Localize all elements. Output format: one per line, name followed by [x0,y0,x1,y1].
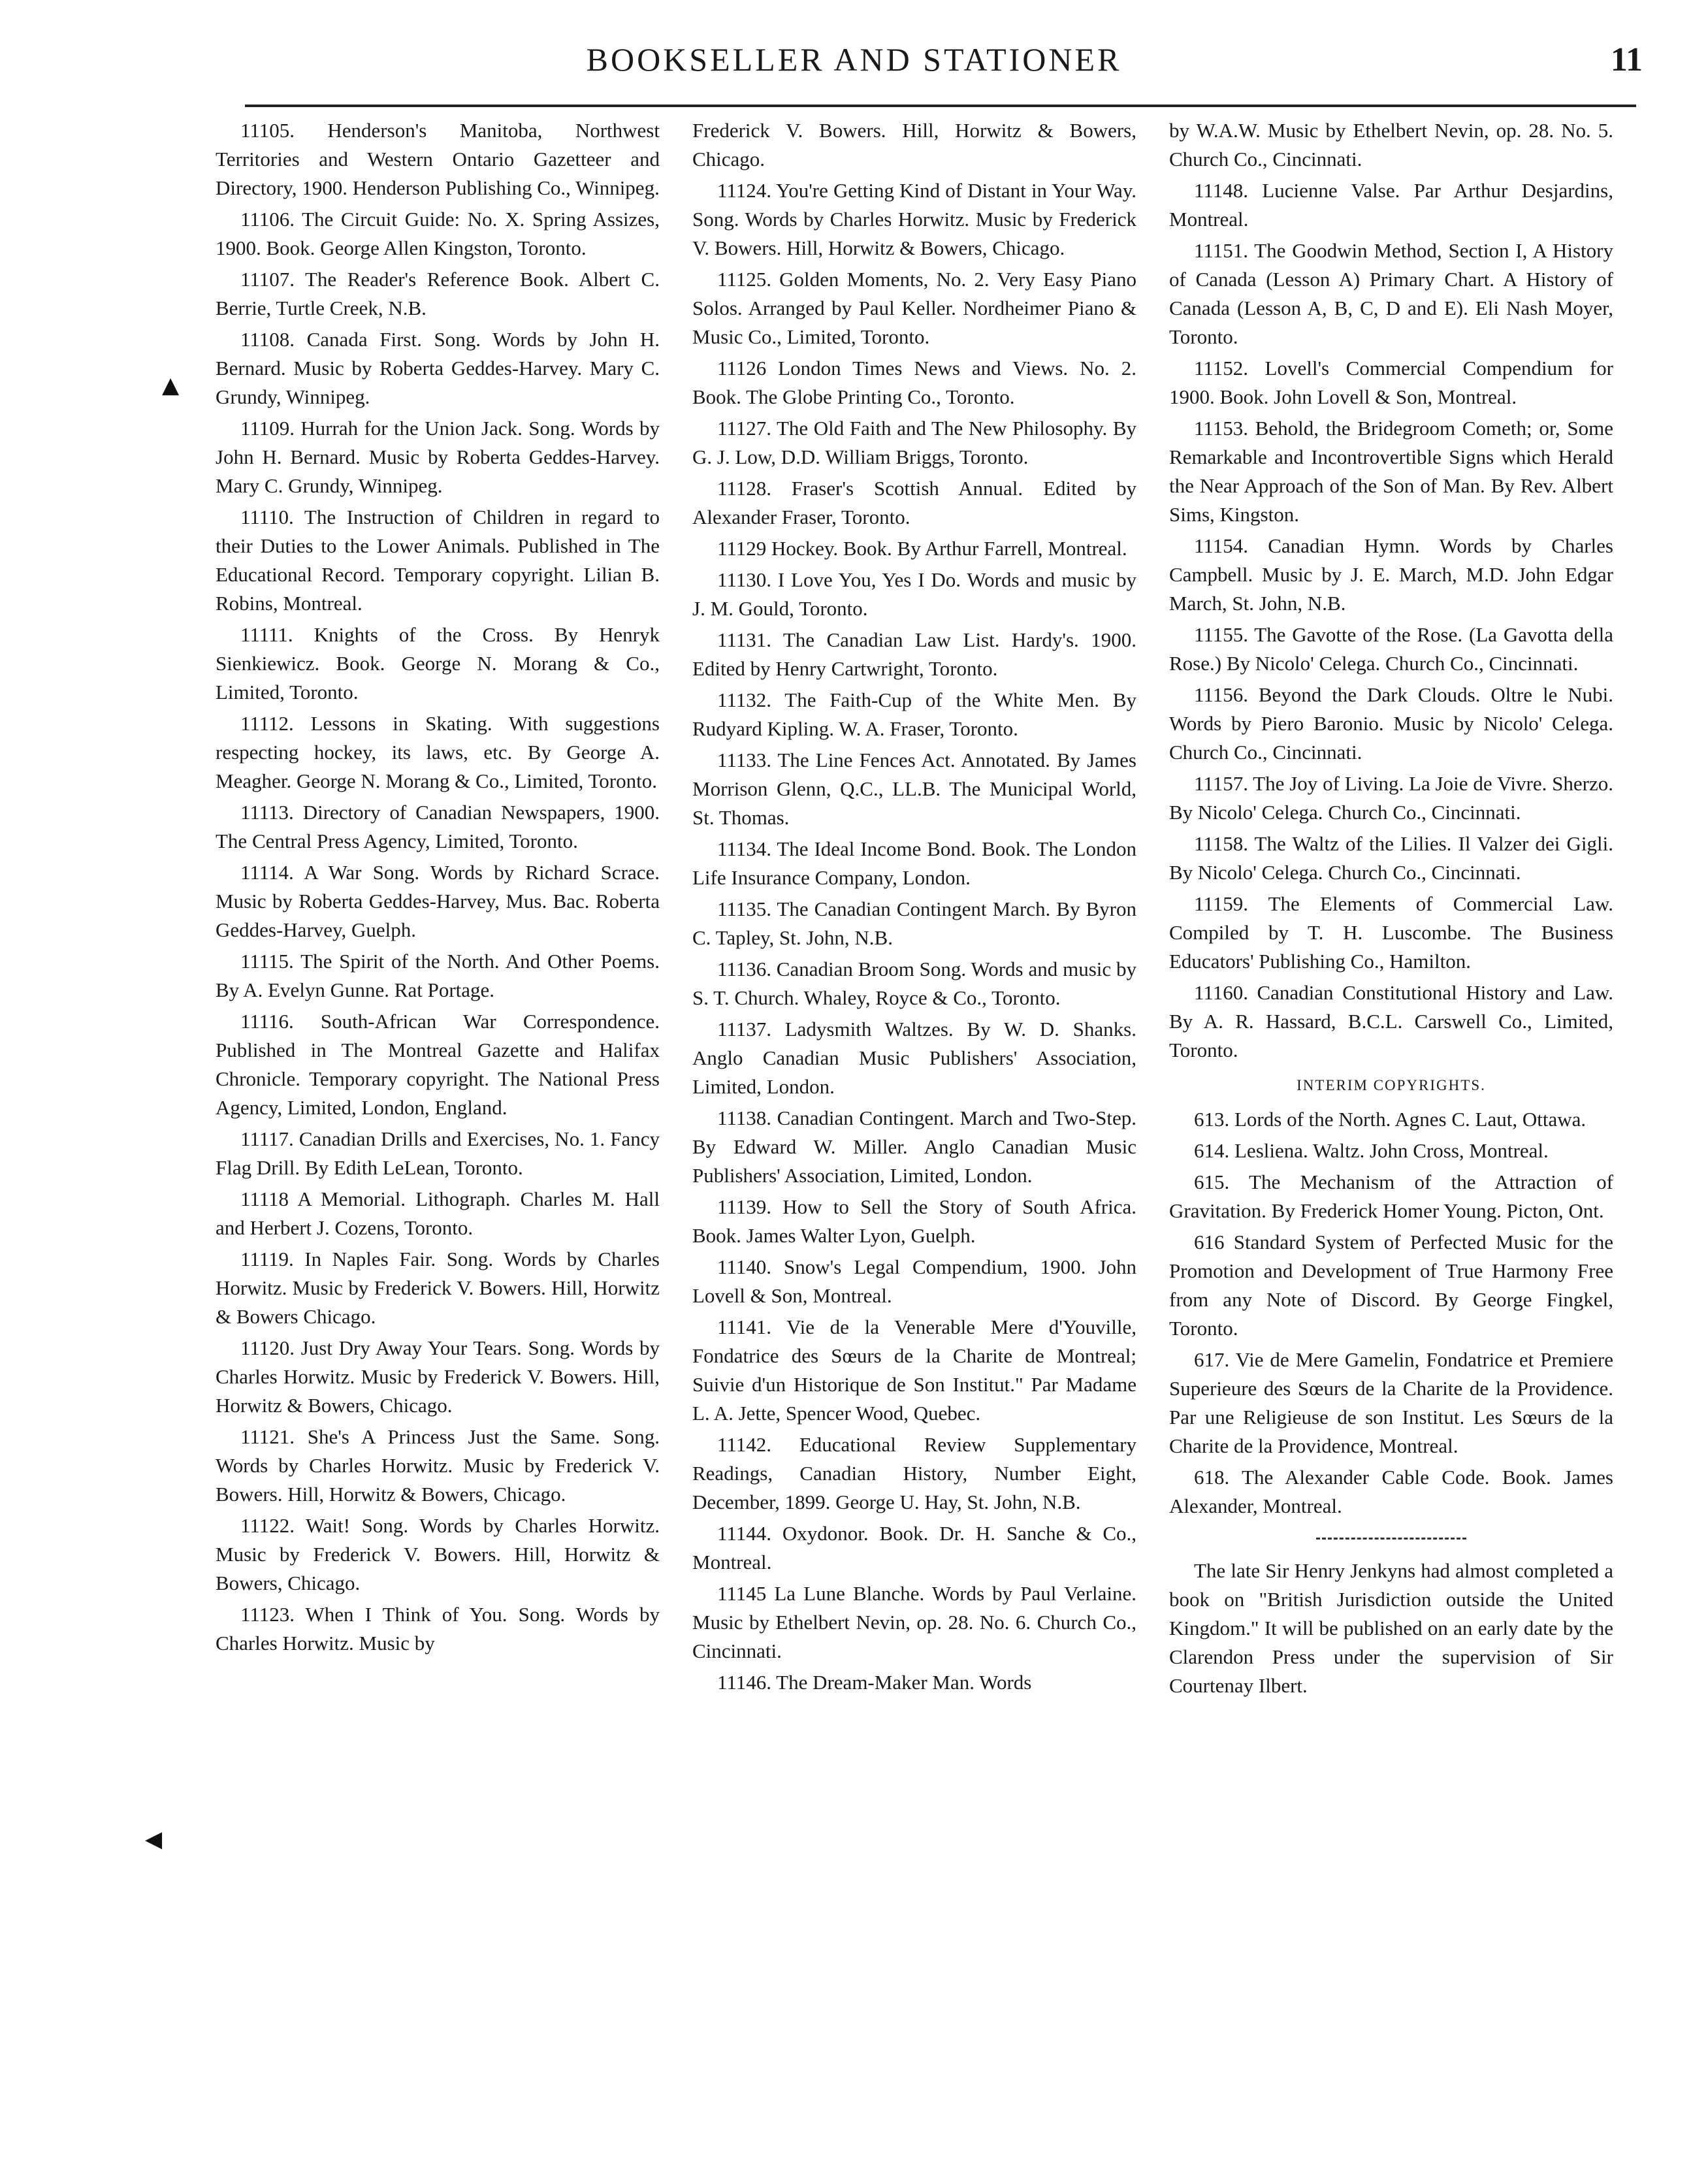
column-2 [692,116,1136,1700]
margin-mark-lower: ◀ [145,1826,163,1852]
entry: 11106. The Circuit Guide: No. X. Spring Assizes, 1900. Book. George Allen Kingston, Toronto. [216,208,660,259]
entry: 11135. The Canadian Contingent March. By Byron C. Tapley, St. John, N.B. [692,897,1136,949]
entry: 11141. Vie de la Venerable Mere d'Youville, Fondatrice des Sœurs de la Charite de Montreal; Suivie d'un Historique de Son Institut." Par Madame L. A. Jette, Spencer Wood, Quebec. [692,1315,1136,1425]
entry: 11137. Ladysmith Waltzes. By W. D. Shanks. Anglo Canadian Music Publishers' Association, Limited, London. [692,1018,1136,1098]
entry: 11133. The Line Fences Act. Annotated. By James Morrison Glenn, Q.C., LL.B. The Municipal World, St. Thomas. [692,749,1136,829]
entry: 11111. Knights of the Cross. By Henryk Sienkiewicz. Book. George N. Morang & Co., Limited, Toronto. [216,623,660,703]
entry-continuation: Frederick V. Bowers. Hill, Horwitz & Bowers, Chicago. [692,119,1136,170]
entry: 617. Vie de Mere Gamelin, Fondatrice et Premiere Superieure des Sœurs de la Charite de la Providence. Par une Religieuse de son Institut. Les Sœurs de la Charite de la Providence, Montreal. [1169,1348,1613,1457]
entry: 618. The Alexander Cable Code. Book. James Alexander, Montreal. [1169,1466,1613,1517]
entry: 11148. Lucienne Valse. Par Arthur Desjardins, Montreal. [1169,179,1613,231]
entry: 11144. Oxydonor. Book. Dr. H. Sanche & Co., Montreal. [692,1522,1136,1573]
entry: 11109. Hurrah for the Union Jack. Song. Words by John H. Bernard. Music by Roberta Geddes-Harvey. Mary C. Grundy, Winnipeg. [216,417,660,497]
entry: 11146. The Dream-Maker Man. Words [717,1671,1032,1694]
entry: 11153. Behold, the Bridegroom Cometh; or, Some Remarkable and Incontrovertible Signs which Herald the Near Approach of the Son of Man. By Rev. Albert Sims, Kingston. [1169,417,1613,526]
entry: 11126 London Times News and Views. No. 2. Book. The Globe Printing Co., Toronto. [692,357,1136,408]
entry: 11107. The Reader's Reference Book. Albert C. Berrie, Turtle Creek, N.B. [216,268,660,319]
margin-mark-upper: ▲ [162,372,180,398]
entry: 11145 La Lune Blanche. Words by Paul Verlaine. Music by Ethelbert Nevin, op. 28. No. 6. Church Co., Cincinnati. [692,1582,1136,1662]
column-1 [216,116,660,1660]
entry: 11112. Lessons in Skating. With suggestions respecting hockey, its laws, etc. By George A. Meagher. George N. Morang & Co., Limited, Toronto. [216,712,660,792]
entry: 11155. The Gavotte of the Rose. (La Gavotta della Rose.) By Nicolo' Celega. Church Co., Cincinnati. [1169,623,1613,675]
entry: 11140. Snow's Legal Compendium, 1900. John Lovell & Son, Montreal. [692,1255,1136,1307]
entry: 613. Lords of the North. Agnes C. Laut, Ottawa. [1194,1108,1587,1131]
entry: 11125. Golden Moments, No. 2. Very Easy Piano Solos. Arranged by Paul Keller. Nordheimer Piano & Music Co., Limited, Toronto. [692,268,1136,348]
entry: 11120. Just Dry Away Your Tears. Song. Words by Charles Horwitz. Music by Frederick V. Bowers. Hill, Horwitz & Bowers, Chicago. [216,1336,660,1417]
entry: 11119. In Naples Fair. Song. Words by Charles Horwitz. Music by Frederick V. Bowers. Hill, Horwitz & Bowers Chicago. [216,1248,660,1328]
running-head: BOOKSELLER AND STATIONER [586,41,1122,78]
entry: 11132. The Faith-Cup of the White Men. By Rudyard Kipling. W. A. Fraser, Toronto. [692,688,1136,740]
section-divider [1316,1538,1466,1540]
entry: 11160. Canadian Constitutional History and Law. By A. R. Hassard, B.C.L. Carswell Co., Limited, Toronto. [1169,981,1613,1061]
entry: 11105. Henderson's Manitoba, Northwest Territories and Western Ontario Gazetteer and Directory, 1900. Henderson Publishing Co., Winnipeg. [216,119,660,199]
entry: 11118 A Memorial. Lithograph. Charles M. Hall and Herbert J. Cozens, Toronto. [216,1187,660,1239]
entry: 11121. She's A Princess Just the Same. Song. Words by Charles Horwitz. Music by Frederick V. Bowers. Hill, Horwitz & Bowers, Chicago. [216,1425,660,1506]
entry: 11156. Beyond the Dark Clouds. Oltre le Nubi. Words by Piero Baronio. Music by Nicolo' Celega. Church Co., Cincinnati. [1169,683,1613,764]
entry: 11116. South-African War Correspondence. Published in The Montreal Gazette and Halifax Chronicle. Temporary copyright. The National Press Agency, Limited, London, England. [216,1010,660,1119]
page-number: 11 [1610,41,1643,78]
entry: 11134. The Ideal Income Bond. Book. The London Life Insurance Company, London. [692,837,1136,889]
header-rule [245,105,1636,107]
entry: 11113. Directory of Canadian Newspapers, 1900. The Central Press Agency, Limited, Toronto. [216,801,660,852]
entry: 11110. The Instruction of Children in regard to their Duties to the Lower Animals. Published in The Educational Record. Temporary copyright. Lilian B. Robins, Montreal. [216,506,660,615]
entry: 615. The Mechanism of the Attraction of Gravitation. By Frederick Homer Young. Picton, Ont. [1169,1170,1613,1222]
column-3 [1169,116,1613,1703]
entry: 614. Lesliena. Waltz. John Cross, Montreal. [1194,1139,1549,1162]
entry: 11151. The Goodwin Method, Section I, A History of Canada (Lesson A) Primary Chart. A History of Canada (Lesson A, B, C, D and E). Eli Nash Moyer, Toronto. [1169,239,1613,348]
entry: 616 Standard System of Perfected Music for the Promotion and Development of True Harmony Free from any Note of Discord. By George Fingkel, Toronto. [1169,1231,1613,1340]
entry: 11138. Canadian Contingent. March and Two-Step. By Edward W. Miller. Anglo Canadian Music Publishers' Association, Limited, London. [692,1106,1136,1187]
entry: 11123. When I Think of You. Song. Words by Charles Horwitz. Music by [216,1603,660,1654]
entry: 11115. The Spirit of the North. And Other Poems. By A. Evelyn Gunne. Rat Portage. [216,950,660,1001]
entry: 11158. The Waltz of the Lilies. Il Valzer dei Gigli. By Nicolo' Celega. Church Co., Cincinnati. [1169,832,1613,884]
entry: 11114. A War Song. Words by Richard Scrace. Music by Roberta Geddes-Harvey, Mus. Bac. Roberta Geddes-Harvey, Guelph. [216,861,660,941]
entry: 11129 Hockey. Book. By Arthur Farrell, Montreal. [717,537,1127,560]
entry: 11108. Canada First. Song. Words by John H. Bernard. Music by Roberta Geddes-Harvey. Mary C. Grundy, Winnipeg. [216,328,660,408]
entry: 11131. The Canadian Law List. Hardy's. 1900. Edited by Henry Cartwright, Toronto. [692,628,1136,680]
entry: 11122. Wait! Song. Words by Charles Horwitz. Music by Frederick V. Bowers. Hill, Horwitz & Bowers, Chicago. [216,1514,660,1594]
entry: 11159. The Elements of Commercial Law. Compiled by T. H. Luscombe. The Business Educators' Publishing Co., Hamilton. [1169,892,1613,973]
entry: 11117. Canadian Drills and Exercises, No. 1. Fancy Flag Drill. By Edith LeLean, Toronto. [216,1127,660,1179]
entry: 11124. You're Getting Kind of Distant in Your Way. Song. Words by Charles Horwitz. Music by Frederick V. Bowers. Hill, Horwitz & Bowers, Chicago. [692,179,1136,259]
entry: 11154. Canadian Hymn. Words by Charles Campbell. Music by J. E. March, M.D. John Edgar March, St. John, N.B. [1169,534,1613,615]
closing-note: The late Sir Henry Jenkyns had almost completed a book on "British Jurisdiction outside the United Kingdom." It will be published on an early date by the Clarendon Press under the supervision of Sir Courtenay Ilbert. [1169,1559,1613,1697]
entry: 11130. I Love You, Yes I Do. Words and music by J. M. Gould, Toronto. [692,568,1136,620]
entry: 11127. The Old Faith and The New Philosophy. By G. J. Low, D.D. William Briggs, Toronto. [692,417,1136,468]
entry-continuation: by W.A.W. Music by Ethelbert Nevin, op. 28. No. 5. Church Co., Cincinnati. [1169,119,1613,170]
entry: 11157. The Joy of Living. La Joie de Vivre. Sherzo. By Nicolo' Celega. Church Co., Cincinnati. [1169,772,1613,824]
entry: 11139. How to Sell the Story of South Africa. Book. James Walter Lyon, Guelph. [692,1195,1136,1247]
entry: 11142. Educational Review Supplementary Readings, Canadian History, Number Eight, December, 1899. George U. Hay, St. John, N.B. [692,1433,1136,1513]
entry: 11128. Fraser's Scottish Annual. Edited by Alexander Fraser, Toronto. [692,477,1136,528]
interim-copyrights-heading: INTERIM COPYRIGHTS. [1297,1077,1486,1093]
entry: 11136. Canadian Broom Song. Words and music by S. T. Church. Whaley, Royce & Co., Toronto. [692,958,1136,1009]
entry: 11152. Lovell's Commercial Compendium for 1900. Book. John Lovell & Son, Montreal. [1169,357,1613,408]
